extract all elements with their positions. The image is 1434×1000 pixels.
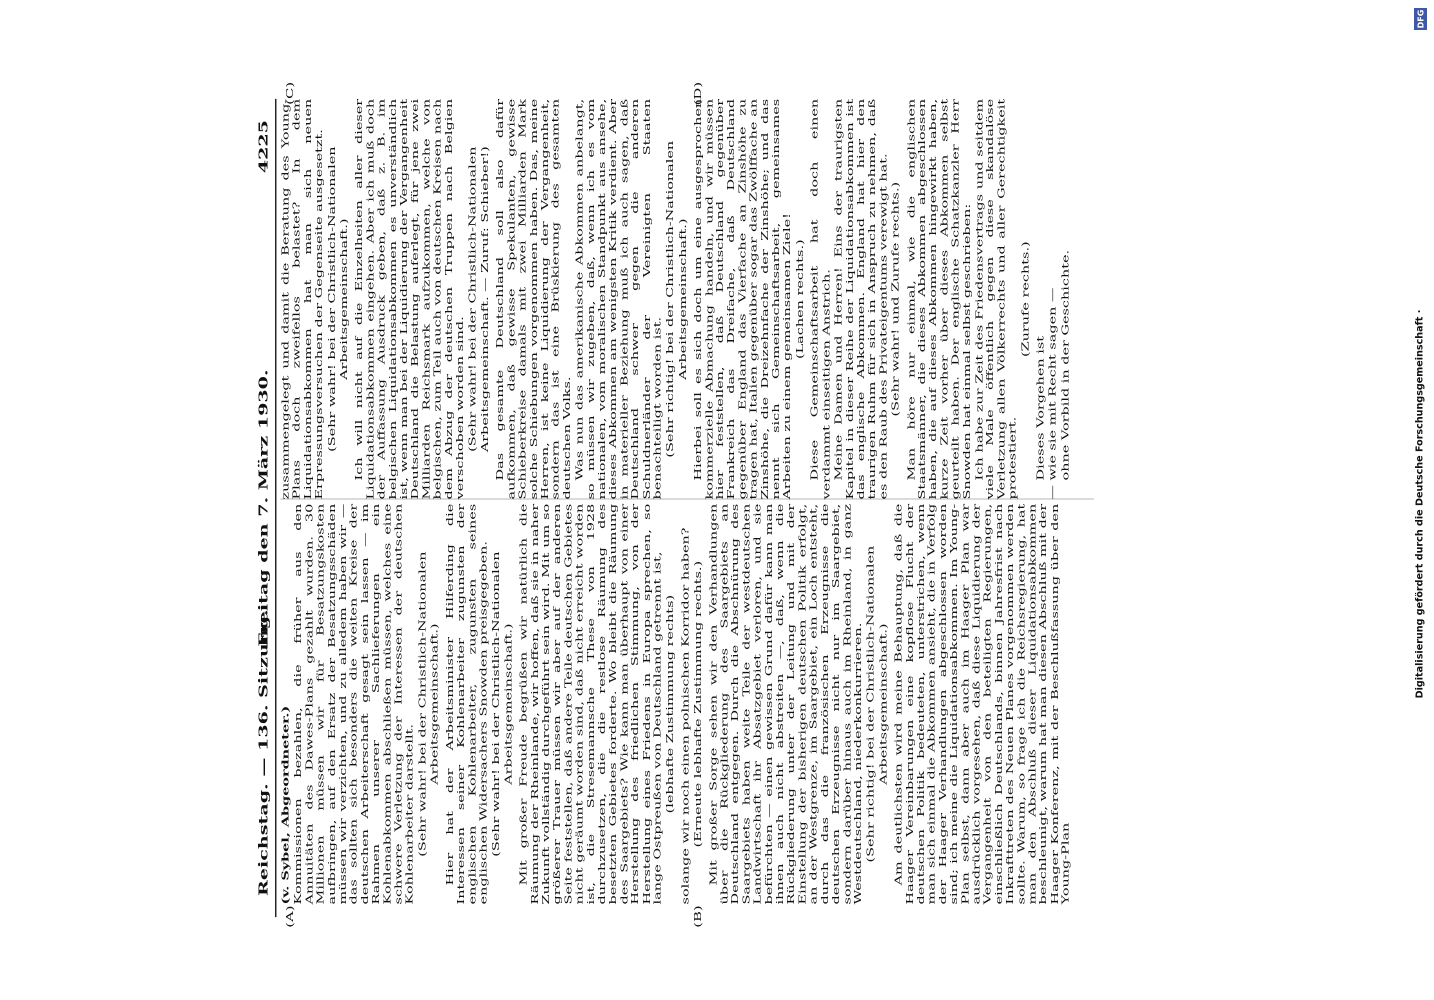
interjection: Arbeitsgemeinschaft.): [429, 623, 441, 785]
paragraph: Mit großer Sorge sehen wir den Verhandlungen über die Rückgliederung des Saargebiets an Deutschland entgegen. Durch die Abschnürung des Saargebiets haben weite Teile der westdeutschen Landwirtschaft ihr Absatzgebiet verloren, und sie befürchten — einen gewissen Grund dafür kann man ihnen auch nicht abstreiten —, daß, wenn die Rückgliederung unter der Leitung und mit der Einstellung der bisherigen deutschen Politik erfolgt, an der Westgrenze, im Saargebiet, ein Loch entsteht, durch das die französischen Erzeugnisse die deutschen Erzeugnisse nicht nur im Saargebiet, sondern darüber hinaus auch im Rheinland, in ganz Westdeutschland, niederkonkurrieren.: [707, 503, 864, 905]
interjection: (Lachen rechts.): [794, 239, 806, 360]
speaker-line: (v. Sybel, Abgeordneter.): [280, 705, 292, 905]
page-number: 4225: [256, 120, 271, 174]
paragraph: Hierbei soll es sich doch um eine ausgesprochen kommerzielle Abmachung handeln, und wir müssen hier feststellen, daß Deutschland gegenüber Frankreich das Dreifache, daß Deutschland gegenüber England das Vierfache an Zinshöhe zu tragen hat, Italien gegenüber sogar das Zwölffache an Zinshöhe, die Dreizehnfache der Zinshöhe; und das nennt sich Gemeinschaftsarbeit, gemeinsames Arbeiten zu einem gemeinsamen Ziele!: [692, 98, 793, 500]
quote: Ich habe zur Zeit des Friedensvertrags und seitdem viele Male öffentlich gegen diese skandalöse Verletzung allen Völkerrechts und aller Gerechtigkeit protestiert.: [974, 98, 1019, 500]
paragraph: Am deutlichsten wird meine Behauptung, daß die Haager Vereinbarungen eine kopflose Flucht der deutschen Politik bedeuteten, unterstrichen, wenn man sich einmal die Abkommen ansieht, die in Verfolg der Haager Verhandlungen abgeschlossen worden sind; ich meine die Liquidationsabkommen. Im Young-Plan selbst, dann aber auch im Haager Plan war ausdrücklich vorgesehen, daß diese Liquidierung der Vergangenheit von den beteiligten Regierungen, einschließlich Deutschlands, binnen Jahresfrist nach Inkrafttreten des Neuen Planes vorgenommen werden sollte. Warum, so frage ich die Reichsregierung, hat man den Abschluß dieser Liquidationsabkommen beschleunigt, warum hat man diesen Abschluß mit der Haager Konferenz, mit der Beschlußfassung über den Young-Plan: [893, 503, 1072, 905]
header-left: Reichstag. — 136. Sitzung.: [256, 609, 271, 896]
margin-marker-a: (A): [284, 905, 296, 928]
interjection: (Sehr wahr! bei der Christlich-Nationalen: [490, 551, 502, 857]
interjection: (Erneute lebhafte Zustimmung rechts.): [692, 560, 704, 848]
paragraph: ohne Vorbild in der Geschichte.: [1060, 249, 1072, 481]
paragraph: Man höre nur einmal, wie die englischen Staatsmänner, die dieses Abkommen abgeschlossen haben, die auf dieses Abkommen hingewirkt haben, kurze Zeit vorher über dieses Abkommen selbst geurteilt haben. Der englische Schatzkanzler Herr Snowden hat einmal selbst geschrieben:: [905, 98, 973, 500]
interjection: (Sehr wahr! bei der Christlich-Nationalen: [326, 146, 338, 452]
interjection: (Sehr wahr! bei der Christlich-Nationalen: [417, 551, 428, 857]
margin-marker-c: (C): [284, 81, 296, 105]
interjection: Arbeitsgemeinschaft. — Zuruf: Schieber!): [479, 146, 491, 453]
interjection: Arbeitsgemeinschaft.): [339, 218, 350, 380]
interjection: (Sehr wahr! bei der Christlich-Nationalen: [467, 146, 479, 452]
page-header: [257, 99, 276, 917]
right-column: [281, 99, 1097, 500]
paragraph: Das gesamte Deutschland soll also dafür aufkommen, daß gewisse Spekulanten, gewisse Schieberkreise damals mit zwei Milliarden Mark solche Schiebungen vorgenommen haben. Das, meine Herren, ist keine Liquidierung der Vergangenheit, sondern das ist eine Brüskierung des gesamten deutschen Volks.: [494, 98, 573, 500]
paragraph: Dieses Vorgehen ist: [1035, 335, 1047, 481]
margin-marker-d: (D): [692, 81, 704, 106]
header-date: Freitag den 7. März 1930.: [256, 369, 271, 647]
dfg-logo: [1414, 8, 1427, 30]
interjection: Arbeitsgemeinschaft.): [677, 218, 689, 380]
digitization-note: [1412, 9, 1428, 984]
interjection: (Sehr richtig! bei der Christlich-Nationalen: [865, 545, 877, 863]
paragraph: Mit großer Freude begrüßen wir natürlich die Räumung der Rheinlande, wir hoffen, daß sie in naher Zukunft vollständig durchgeführt sein wird. Mit um so größerer Trauer müssen wir aber auf der anderen Seite feststellen, daß andere Teile deutschen Gebietes nicht geräumt worden sind, daß nicht erreicht worden ist, die Stresemannsche These von 1928 durchzusetzen, die die restlose Räumung des besetzten Gebietes forderte. Wo bleibt die Räumung des Saargebiets? Wie kann man überhaupt von einer Herstellung des friedlichen Stimmung, von der Herstellung eines Friedens in Europa sprechen, so lange Ostpreußen von Deutschland getrennt ist,: [518, 503, 664, 905]
paragraph: Ich will nicht auf die Einzelheiten aller dieser Liquidationsabkommen eingehen. Aber ich muß doch der Auffassung Ausdruck geben, daß z. B. im belgischen Liquidationsabkommen es unverständlich ist, wenn man bei der Liquidierung der Vergangenheit Deutschland die Belastung auferlegt, für jene zwei Milliarden Reichsmark aufzukommen, welche von belgischen, zum Teil auch von deutschen Kreisen nach dem Abzug der deutschen Truppen nach Belgien verschoben worden sind.: [354, 98, 466, 500]
paragraph: zusammengelegt und damit die Beratung des Young-Plans doch zweifellos belastet? In dem Liquidationsabkommen hat man sich neuen Erpressungsversuchen der Gegenseite ausgesetzt.: [280, 98, 325, 500]
paragraph: Hier hat der Arbeitsminister Hilferding die Interessen seiner Kohlenarbeiter zugunsten der englischen Kohlenarbeiter, zugunsten seines englischen Widersachers Snowden preisgegeben.: [444, 503, 490, 905]
paragraph: — wie sie mit Recht sagen —: [1047, 287, 1059, 500]
left-column: [281, 504, 1097, 905]
rotated-scan-area: [20, 81, 1338, 928]
digitization-note-text: Digitalisierung gefördert durch die Deutsche Forschungsgemeinschaft ·: [1414, 309, 1426, 699]
interjection: (Sehr richtig! bei der Christlich-Nationalen: [664, 140, 676, 458]
interjection: (Zurufe rechts.): [1020, 241, 1031, 358]
interjection: Arbeitsgemeinschaft.): [878, 623, 889, 785]
paragraph: Diese Gemeinschaftsarbeit hat doch einen verdammt einseitigen Anstrich.: [809, 98, 832, 500]
paragraph: Kommissionen bezahlen, die früher aus den Annuitäten des Dawes-Plans gezahlt wurden. 30 Millionen müssen wir für Besatzungskosten aufbringen, auf den Ersatz der Besatzungsschäden müssen wir verzichten, und zu alledem haben wir — das sollten sich besonders die weiten Kreise der deutschen Arbeiterschaft gesagt sein lassen — im Rahmen unserer Sachlieferungen ein Kohlenabkommen abschließen müssen, welches eine schwere Verletzung der Interessen der deutschen Kohlenarbeiter darstellt.: [293, 503, 416, 905]
interjection: (Sehr wahr! und Zurufe rechts.): [890, 181, 902, 417]
margin-marker-b: (B): [692, 905, 704, 928]
dfg-logo-text: DFG: [1416, 9, 1425, 29]
paragraph: Was nun das amerikanische Abkommen anbelangt, so müssen wir zugeben, daß, wenn ich es vom nationalen, vom moralischen Standpunkt aus ansehe, dieses Abkommen am wenigsten Kritik verdient. Aber in materieller Beziehung muß ich auch sagen, daß Deutschland schwer gegen die anderen Schuldnerländer der Vereinigten Staaten benachteiligt worden ist.: [574, 98, 664, 500]
document-page: [256, 81, 1100, 932]
interjection: Arbeitsgemeinschaft.): [503, 623, 515, 785]
interjection: (lebhafte Zustimmung rechts): [664, 594, 676, 814]
paragraph: solange wir noch einen polnischen Korridor haben?: [680, 527, 692, 905]
paragraph: Meine Damen und Herren! Eins der traurigsten Kapitel in dieser Reihe der Liquidationsabkommen ist das englische Abkommen. England hat hier den traurigen Ruhm für sich in Anspruch zu nehmen, daß es den Raub des Privateigentums verewigt hat.: [833, 98, 889, 500]
